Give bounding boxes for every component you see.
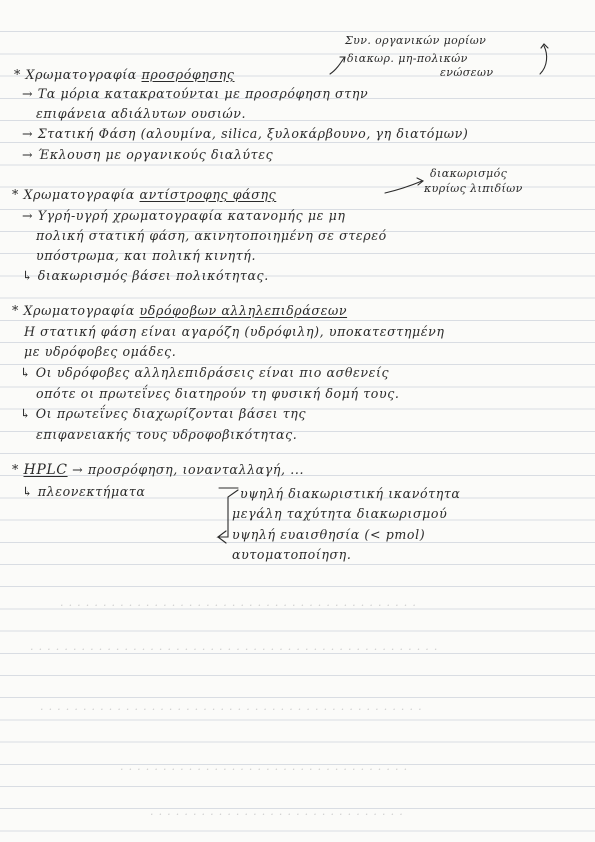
margin-note: Συν. οργανικών μορίων xyxy=(345,34,487,47)
advantage-item: υψηλή διακωριστική ικανότητα xyxy=(240,486,461,501)
note-line: → Στατική Φάση (αλουμίνα, silica, ξυλοκάρβουνο, γη διατόμων) xyxy=(22,126,469,141)
advantage-item: αυτοματοποίηση. xyxy=(232,547,352,562)
show-through-text: . . . . . . . . . . . . . . . . . . . . . . . . . . . . . . xyxy=(150,805,404,818)
bullet-star: * xyxy=(12,303,24,318)
heading-prefix: Χρωματογραφία xyxy=(23,303,140,318)
note-line: πολική στατική φάση, ακινητοποιημένη σε στερεό xyxy=(36,228,387,243)
advantage-item: υψηλή ευαισθησία (< pmol) xyxy=(232,527,426,542)
note-line: με υδρόφοβες ομάδες. xyxy=(24,344,177,359)
bullet-star: * xyxy=(14,67,26,82)
note-line: επιφάνεια αδιάλυτων ουσιών. xyxy=(36,106,247,121)
note-line: υπόστρωμα, και πολική κινητή. xyxy=(36,248,257,263)
show-through-text: . . . . . . . . . . . . . . . . . . . . . . . . . . . . . . . . . . xyxy=(120,760,408,773)
heading-term: υδρόφοβων αλληλεπιδράσεων xyxy=(139,303,348,318)
margin-note: διακωρισμός xyxy=(430,167,508,180)
heading-rest: → προσρόφηση, ιονανταλλαγή, ... xyxy=(72,462,305,477)
heading-prefix: Χρωματογραφία xyxy=(23,187,140,202)
note-line: → Έκλουση με οργανικούς διαλύτες xyxy=(22,147,274,162)
note-line: οπότε οι πρωτεΐνες διατηρούν τη φυσική δομή τους. xyxy=(36,386,400,401)
margin-note: κυρίως λιπιδίων xyxy=(424,182,523,195)
note-line: ↳ πλεονεκτήματα xyxy=(22,484,146,499)
show-through-text: . . . . . . . . . . . . . . . . . . . . . . . . . . . . . . . . . . . . . . . . . . . . . . . . xyxy=(30,640,439,653)
show-through-text: . . . . . . . . . . . . . . . . . . . . . . . . . . . . . . . . . . . . . . . . . . xyxy=(60,596,417,609)
bracket-advantages xyxy=(218,490,238,543)
note-line: Η στατική φάση είναι αγαρόζη (υδρόφιλη), υποκατεστημένη xyxy=(24,324,445,339)
show-through-text: . . . . . . . . . . . . . . . . . . . . . . . . . . . . . . . . . . . . . . . . . . . . . xyxy=(40,700,423,713)
advantage-item: μεγάλη ταχύτητα διακωρισμού xyxy=(232,506,448,521)
note-line: ↳ Οι πρωτεΐνες διαχωρίζονται βάσει της xyxy=(20,406,307,421)
note-line: ↳ Οι υδρόφοβες αλληλεπιδράσεις είναι πιο ασθενείς xyxy=(20,365,390,380)
note-line: → Τα μόρια κατακρατούνται με προσρόφηση στην xyxy=(22,86,369,101)
note-line: ↳ διακωρισμός βάσει πολικότητας. xyxy=(22,268,269,283)
heading-term: προσρόφησης xyxy=(141,67,235,82)
arrow-to-top-note xyxy=(330,58,344,74)
bullet-star: * xyxy=(12,462,24,477)
heading-term: HPLC xyxy=(23,462,68,478)
arrow-curve-top-note xyxy=(540,46,547,74)
note-line: επιφανειακής τους υδροφοβικότητας. xyxy=(36,427,298,442)
heading-prefix: Χρωματογραφία xyxy=(25,67,142,82)
bullet-star: * xyxy=(12,187,24,202)
note-line: → Υγρή-υγρή χρωματογραφία κατανομής με μη xyxy=(22,208,346,223)
margin-note: διακωρ. μη-πολικών xyxy=(347,52,468,65)
arrow-to-lipids-note xyxy=(385,181,422,193)
margin-note: ενώσεων xyxy=(440,66,494,79)
heading-term: αντίστροφης φάσης xyxy=(139,187,277,202)
